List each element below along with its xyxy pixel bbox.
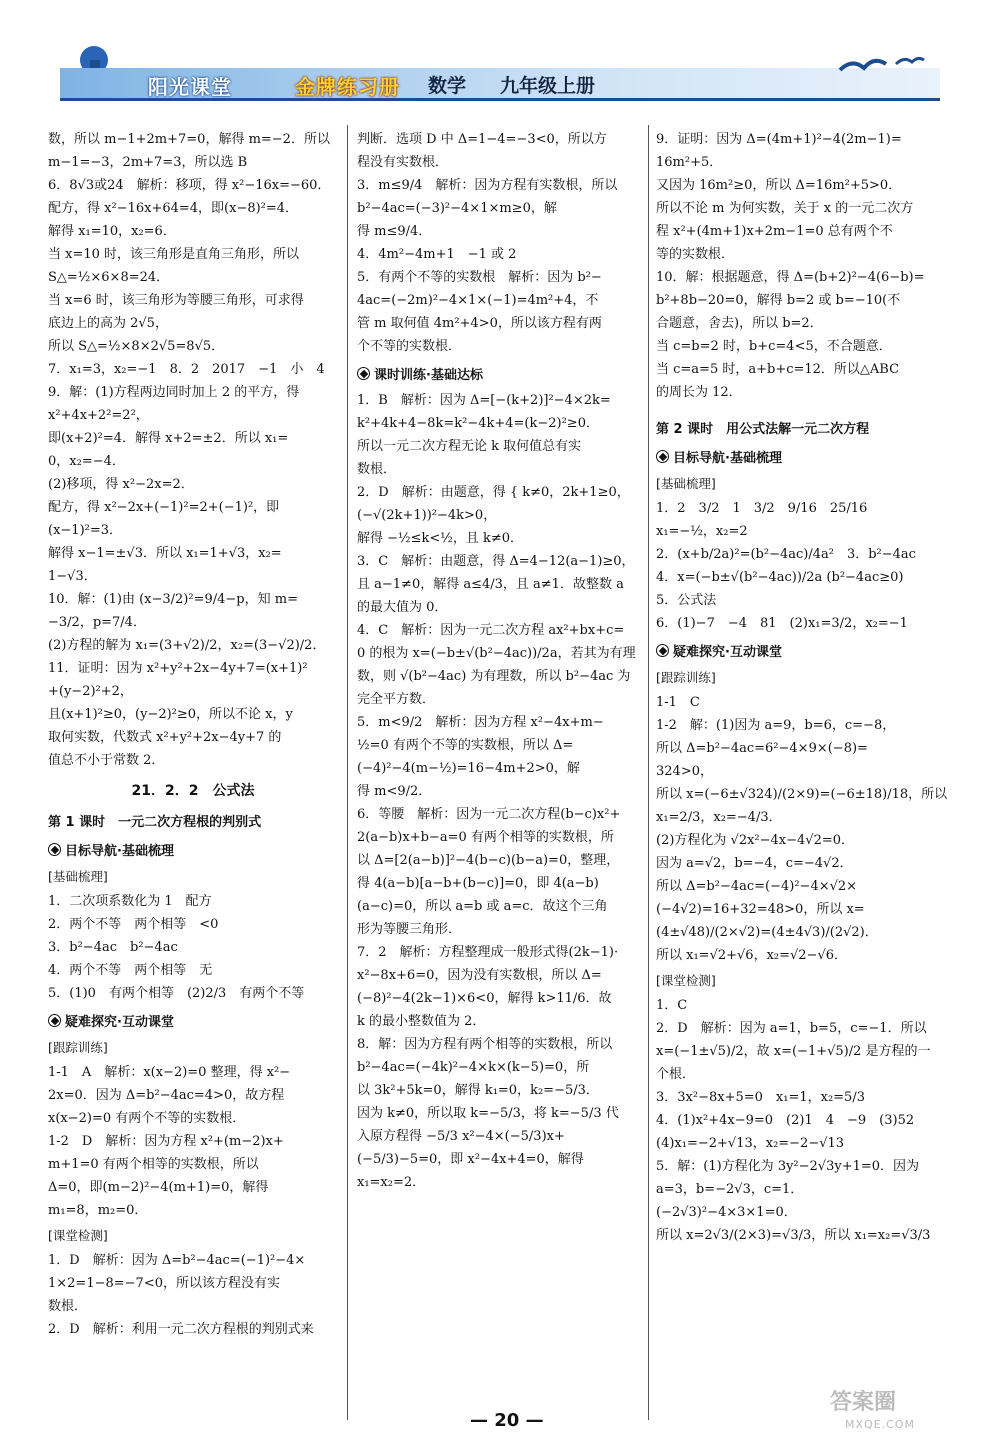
text-line: (2)方程的解为 x₁=(3+√2)/2，x₂=(3−√2)/2． bbox=[48, 638, 326, 653]
text-line: (2)移项，得 x²−2x=2． bbox=[48, 477, 194, 492]
text-line: 2．两个不等 两个相等 <0 bbox=[48, 917, 219, 932]
text-line: 个根． bbox=[656, 1067, 696, 1082]
text-line: 所以一元二次方程无论 k 取何值总有实 bbox=[357, 439, 582, 454]
check-answers-continued bbox=[357, 128, 642, 358]
text-line: 程 x²+(4m+1)x+2m−1=0 总有两个不 bbox=[656, 224, 893, 239]
follow-label-1: [跟踪训练] bbox=[48, 1040, 108, 1055]
basic-label-2: [基础梳理] bbox=[656, 476, 716, 491]
text-line: 5．(1)0 有两个相等 (2)2/3 有两个不等 bbox=[48, 986, 305, 1001]
text-line: 0，x₂=−4． bbox=[48, 454, 125, 469]
text-line: 且 a−1≠0，解得 a≤4/3，且 a≠1．故整数 a bbox=[357, 577, 624, 592]
text-line: 因为 k≠0，所以取 k=−5/3，将 k=−5/3 代 bbox=[357, 1106, 619, 1121]
training-answers bbox=[357, 389, 642, 1194]
text-line: 0 的根为 x=(−b±√(b²−4ac))/2a，若其为有理 bbox=[357, 646, 636, 661]
text-line: 得 m≤9/4． bbox=[357, 224, 432, 239]
text-line: +(y−2)²+2， bbox=[48, 684, 133, 699]
text-line: x²−8x+6=0，因为没有实数根，所以 Δ= bbox=[357, 968, 602, 983]
text-line: x₁=−½，x₂=2 bbox=[656, 524, 748, 539]
column-2 bbox=[357, 128, 642, 1194]
check-label-1: [课堂检测] bbox=[48, 1228, 108, 1243]
lesson-2-title: 第 2 课时 用公式法解一元二次方程 bbox=[656, 422, 870, 437]
text-line: −3/2，p=7/4． bbox=[48, 615, 146, 630]
text-line: (−2√3)²−4×3×1=0． bbox=[656, 1205, 797, 1220]
follow-answers-1 bbox=[48, 1061, 338, 1222]
text-line: 1-1 A 解析：x(x−2)=0 整理，得 x²− bbox=[48, 1065, 291, 1080]
explore-heading-1: 疑难探究·互动课堂 bbox=[48, 1011, 338, 1034]
text-line: 1-2 D 解析：因为方程 x²+(m−2)x+ bbox=[48, 1134, 284, 1149]
text-line: 10．解：根据题意，得 Δ=(b+2)²−4(6−b)= bbox=[656, 270, 925, 285]
diamond-icon bbox=[48, 843, 61, 856]
text-line: x²+4x+2²=2²， bbox=[48, 408, 149, 423]
brand-title: 阳光课堂 bbox=[148, 75, 232, 99]
text-line: 1．C bbox=[656, 998, 688, 1013]
text-line: 2x=0．因为 Δ=b²−4ac=4>0，故方程 bbox=[48, 1088, 285, 1103]
training-answers-continued bbox=[656, 128, 956, 404]
check-answers-1 bbox=[48, 1249, 338, 1341]
text-line: b²−4ac=(−4k)²−4×k×(k−5)=0，所 bbox=[357, 1060, 590, 1075]
text-line: 因为 a=√2，b=−4，c=−4√2． bbox=[656, 856, 853, 871]
text-line: 5．m<9/2 解析：因为方程 x²−4x+m− bbox=[357, 715, 604, 730]
text-line: (−4√2)=16+32=48>0，所以 x= bbox=[656, 902, 865, 917]
text-line: 的周长为 12． bbox=[656, 385, 742, 400]
text-line: 合题意，舍去)，所以 b=2． bbox=[656, 316, 823, 331]
diamond-icon bbox=[656, 644, 669, 657]
text-line: 等的实数根． bbox=[656, 247, 735, 262]
text-line: 7．x₁=3，x₂=−1 8．2 2017 −1 小 4 bbox=[48, 362, 325, 377]
text-line: 形为等腰三角形． bbox=[357, 922, 462, 937]
text-line: 数根． bbox=[357, 462, 397, 477]
text-line: (2)方程化为 √2x²−4x−4√2=0． bbox=[656, 833, 855, 848]
text-line: 值总不小于常数 2． bbox=[48, 753, 165, 768]
text-line: 数根． bbox=[48, 1299, 88, 1314]
text-line: (4)x₁=−2+√13，x₂=−2−√13 bbox=[656, 1136, 845, 1151]
text-line: 4．C 解析：因为一元二次方程 ax²+bx+c= bbox=[357, 623, 625, 638]
text-line: 所以 x=2√3/(2×3)=√3/3，所以 x₁=x₂=√3/3 bbox=[656, 1228, 931, 1243]
text-line: 5．公式法 bbox=[656, 593, 717, 608]
text-line: 9．解：(1)方程两边同时加上 2 的平方，得 bbox=[48, 385, 300, 400]
text-line: (−5/3)−5=0，即 x²−4x+4=0，解得 bbox=[357, 1152, 584, 1167]
text-line: 又因为 16m²≥0，所以 Δ=16m²+5>0． bbox=[656, 178, 902, 193]
text-line: 2．(x+b/2a)²=(b²−4ac)/4a² 3．b²−4ac bbox=[656, 547, 916, 562]
text-line: 3．3x²−8x+5=0 x₁=1，x₂=5/3 bbox=[656, 1090, 865, 1105]
text-line: 4．(1)x²+4x−9=0 (2)1 4 −9 (3)52 bbox=[656, 1113, 915, 1128]
birds-icon bbox=[830, 48, 940, 84]
text-line: 2．D 解析：因为 a=1，b=5，c=−1．所以 bbox=[656, 1021, 927, 1036]
text-line: 1．D 解析：因为 Δ=b²−4ac=(−1)²−4× bbox=[48, 1253, 306, 1268]
watermark-url: MXQE.COM bbox=[845, 1418, 915, 1431]
text-line: 324>0， bbox=[656, 764, 713, 779]
text-line: 解得 −½≤k<½，且 k≠0． bbox=[357, 531, 524, 546]
text-line: 当 x=10 时，该三角形是直角三角形，所以 bbox=[48, 247, 300, 262]
text-line: 3．C 解析：由题意，得 Δ=4−12(a−1)≥0， bbox=[357, 554, 635, 569]
text-line: 5．有两个不等的实数根 解析：因为 b²− bbox=[357, 270, 602, 285]
answers-continued bbox=[48, 128, 338, 772]
text-line: (4±√48)/(2×√2)=(4±4√3)/(2√2)． bbox=[656, 925, 878, 940]
text-line: 且(x+1)²≥0，(y−2)²≥0，所以不论 x，y bbox=[48, 707, 293, 722]
text-line: 16m²+5． bbox=[656, 155, 723, 170]
explore-heading-2: 疑难探究·互动课堂 bbox=[656, 641, 956, 664]
text-line: b²−4ac=(−3)²−4×1×m≥0，解 bbox=[357, 201, 557, 216]
train-heading: 课时训练·基础达标 bbox=[357, 364, 642, 387]
text-line: 数，所以 m−1+2m+7=0，解得 m=−2．所以 bbox=[48, 132, 330, 147]
text-line: 程没有实数根． bbox=[357, 155, 449, 170]
text-line: 以 3k²+5k=0，解得 k₁=0，k₂=−5/3． bbox=[357, 1083, 599, 1098]
text-line: 入原方程得 −5/3 x²−4×(−5/3)x+ bbox=[357, 1129, 565, 1144]
target-heading-2: 目标导航·基础梳理 bbox=[656, 447, 956, 470]
text-line: (−4)²−4(m−½)=16−4m+2>0，解 bbox=[357, 761, 580, 776]
text-line: 解得 x₁=10，x₂=6． bbox=[48, 224, 176, 239]
text-line: m−1=−3，2m+7=3，所以选 B bbox=[48, 155, 248, 170]
text-line: 6．8√3或24 解析：移项，得 x²−16x=−60． bbox=[48, 178, 331, 193]
text-line: 所以 Δ=b²−4ac=6²−4×9×(−8)= bbox=[656, 741, 868, 756]
text-line: S△=½×6×8=24． bbox=[48, 270, 170, 285]
subject-label: 数学 bbox=[428, 75, 467, 97]
text-line: m₁=8，m₂=0． bbox=[48, 1203, 148, 1218]
text-line: 个不等的实数根． bbox=[357, 339, 462, 354]
text-line: b²+8b−20=0，解得 b=2 或 b=−10(不 bbox=[656, 293, 901, 308]
text-line: 11．证明：因为 x²+y²+2x−4y+7=(x+1)² bbox=[48, 661, 308, 676]
text-line: 得 m<9/2． bbox=[357, 784, 432, 799]
text-line: 10．解：(1)由 (x−3/2)²=9/4−p，知 m= bbox=[48, 592, 298, 607]
basic-label-1: [基础梳理] bbox=[48, 869, 108, 884]
text-line: 配方，得 x²−16x+64=4，即(x−8)²=4． bbox=[48, 201, 299, 216]
text-line: x(x−2)=0 有两个不等的实数根． bbox=[48, 1111, 246, 1126]
text-line: 底边上的高为 2√5， bbox=[48, 316, 168, 331]
text-line: 4ac=(−2m)²−4×1×(−1)=4m²+4，不 bbox=[357, 293, 599, 308]
text-line: 完全平方数． bbox=[357, 692, 436, 707]
text-line: 7．2 解析：方程整理成一般形式得(2k−1)· bbox=[357, 945, 619, 960]
check-label-2: [课堂检测] bbox=[656, 973, 716, 988]
lesson-1-title: 第 1 课时 一元二次方程根的判别式 bbox=[48, 815, 262, 830]
follow-label-2: [跟踪训练] bbox=[656, 670, 716, 685]
text-line: 所以 x=(−6±√324)/(2×9)=(−6±18)/18，所以 bbox=[656, 787, 948, 802]
text-line: 得 4(a−b)[a−b+(b−c)]=0，即 4(a−b) bbox=[357, 876, 599, 891]
text-line: 当 x=6 时，该三角形为等腰三角形，可求得 bbox=[48, 293, 304, 308]
text-line: (−8)²−4(2k−1)×6<0，解得 k>11/6．故 bbox=[357, 991, 612, 1006]
text-line: 的最大值为 0． bbox=[357, 600, 448, 615]
section-title: 21．2．2 公式法 bbox=[131, 783, 255, 799]
text-line: a=3，b=−2√3，c=1． bbox=[656, 1182, 804, 1197]
watermark-logo: 答案圈 bbox=[830, 1390, 897, 1415]
column-1 bbox=[48, 128, 338, 1341]
text-line: 2．D 解析：利用一元二次方程根的判别式来 bbox=[48, 1322, 314, 1337]
text-line: 5．解：(1)方程化为 3y²−2√3y+1=0．因为 bbox=[656, 1159, 920, 1174]
brand-subtitle: 金牌练习册 bbox=[295, 75, 400, 99]
grade-label: 九年级上册 bbox=[500, 75, 596, 97]
text-line: 所以 S△=½×8×2√5=8√5． bbox=[48, 339, 225, 354]
text-line: 2(a−b)x+b−a=0 有两个相等的实数根，所 bbox=[357, 830, 614, 845]
text-line: 4．两个不等 两个相等 无 bbox=[48, 963, 213, 978]
basic-answers-1 bbox=[48, 890, 338, 1005]
text-line: 所以 Δ=b²−4ac=(−4)²−4×√2× bbox=[656, 879, 858, 894]
page-header bbox=[60, 40, 940, 102]
text-line: 9．证明：因为 Δ=(4m+1)²−4(2m−1)= bbox=[656, 132, 902, 147]
target-heading-1: 目标导航·基础梳理 bbox=[48, 840, 338, 863]
text-line: 8．解：因为方程有两个相等的实数根，所以 bbox=[357, 1037, 613, 1052]
diamond-icon bbox=[48, 1014, 61, 1027]
diamond-icon bbox=[656, 450, 669, 463]
text-line: 1×2=1−8=−7<0，所以该方程没有实 bbox=[48, 1276, 280, 1291]
column-3 bbox=[656, 128, 956, 1247]
text-line: 1．B 解析：因为 Δ=[−(k+2)]²−4×2k= bbox=[357, 393, 611, 408]
text-line: 取何实数，代数式 x²+y²+2x−4y+7 的 bbox=[48, 730, 282, 745]
text-line: x=(−1±√5)/2，故 x=(−1+√5)/2 是方程的一 bbox=[656, 1044, 931, 1059]
text-line: k 的最小整数值为 2． bbox=[357, 1014, 486, 1029]
text-line: 判断．选项 D 中 Δ=1−4=−3<0，所以方 bbox=[357, 132, 607, 147]
text-line: x₁=x₂=2． bbox=[357, 1175, 426, 1190]
text-line: (x−1)²=3． bbox=[48, 523, 123, 538]
text-line: m+1=0 有两个相等的实数根，所以 bbox=[48, 1157, 259, 1172]
check-answers-2 bbox=[656, 994, 956, 1247]
text-line: 即(x+2)²=4．解得 x+2=±2．所以 x₁= bbox=[48, 431, 289, 446]
text-line: 数，则 √(b²−4ac) 为有理数，所以 b²−4ac 为 bbox=[357, 669, 631, 684]
follow-answers-2 bbox=[656, 691, 956, 967]
text-line: 4．4m²−4m+1 −1 或 2 bbox=[357, 247, 517, 262]
text-line: 解得 x−1=±√3．所以 x₁=1+√3，x₂= bbox=[48, 546, 282, 561]
text-line: 管 m 取何值 4m²+4>0，所以该方程有两 bbox=[357, 316, 602, 331]
text-line: 所以 x₁=√2+√6，x₂=√2−√6． bbox=[656, 948, 848, 963]
text-line: 6．(1)−7 −4 81 (2)x₁=3/2，x₂=−1 bbox=[656, 616, 908, 631]
text-line: 1-1 C bbox=[656, 695, 700, 710]
text-line: ½=0 有两个不等的实数根，所以 Δ= bbox=[357, 738, 574, 753]
text-line: 3．b²−4ac b²−4ac bbox=[48, 940, 178, 955]
diamond-icon bbox=[357, 367, 370, 380]
text-line: (a−c)=0，所以 a=b 或 a=c．故这个三角 bbox=[357, 899, 608, 914]
text-line: Δ=0，即(m−2)²−4(m+1)=0，解得 bbox=[48, 1180, 269, 1195]
text-line: 以 Δ=[2(a−b)]²−4(b−c)(b−a)=0，整理， bbox=[357, 853, 620, 868]
text-line: 当 c=b=2 时，b+c=4<5，不合题意． bbox=[656, 339, 892, 354]
text-line: 所以不论 m 为何实数，关于 x 的一元二次方 bbox=[656, 201, 914, 216]
text-line: 3．m≤9/4 解析：因为方程有实数根，所以 bbox=[357, 178, 618, 193]
text-line: 当 c=a=5 时，a+b+c=12．所以△ABC bbox=[656, 362, 900, 377]
text-line: 配方，得 x²−2x+(−1)²=2+(−1)²，即 bbox=[48, 500, 280, 515]
text-line: 4．x=(−b±√(b²−4ac))/2a (b²−4ac≥0) bbox=[656, 570, 904, 585]
basic-answers-2 bbox=[656, 497, 956, 635]
text-line: k²+4k+4−8k=k²−4k+4=(k−2)²≥0． bbox=[357, 416, 599, 431]
text-line: 1．2 3/2 1 3/2 9/16 25/16 bbox=[656, 501, 868, 516]
text-line: 2．D 解析：由题意，得 { k≠0，2k+1≥0，(−√(2k+1))²−4k>0， bbox=[357, 485, 630, 523]
text-line: 1−√3． bbox=[48, 569, 97, 584]
text-line: 6．等腰 解析：因为一元二次方程(b−c)x²+ bbox=[357, 807, 621, 822]
page-number: — 20 — bbox=[470, 1410, 544, 1431]
text-line: 1-2 解：(1)因为 a=9，b=6，c=−8， bbox=[656, 718, 896, 733]
column-divider-2 bbox=[648, 125, 649, 1420]
column-divider-1 bbox=[347, 125, 348, 1420]
text-line: x₁=2/3，x₂=−4/3． bbox=[656, 810, 782, 825]
text-line: 1．二次项系数化为 1 配方 bbox=[48, 894, 212, 909]
